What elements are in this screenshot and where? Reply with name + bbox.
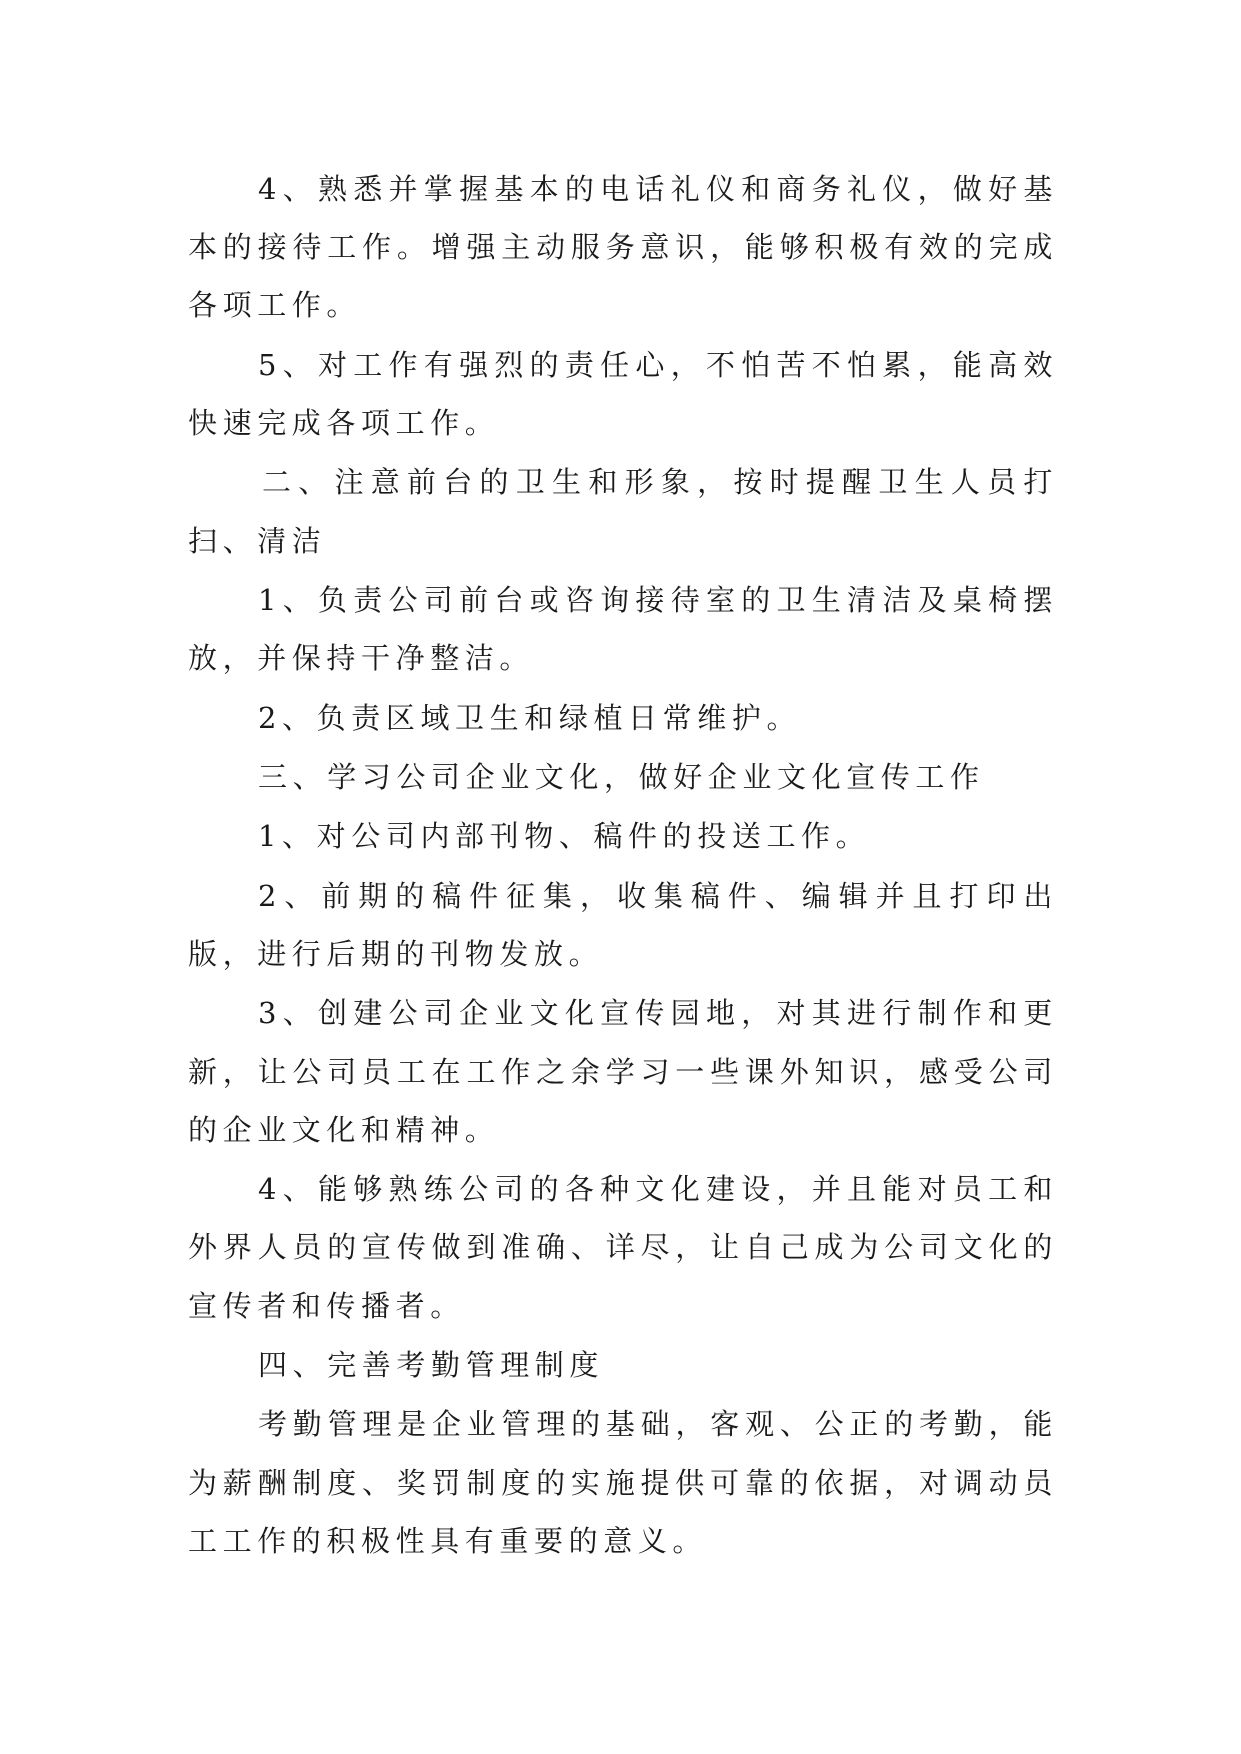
paragraph-item-4-culture-promotion: 4、能够熟练公司的各种文化建设，并且能对员工和外界人员的宣传做到准确、详尽，让自己成为公司文化的宣传者和传播者。 <box>188 1172 1058 1323</box>
document-body <box>188 160 1058 1571</box>
paragraph-item-4-etiquette: 4、熟悉并掌握基本的电话礼仪和商务礼仪，做好基本的接待工作。增强主动服务意识，能够积极有效的完成各项工作。 <box>188 172 1058 323</box>
paragraph-item-1-cleaning: 1、负责公司前台或咨询接待室的卫生清洁及桌椅摆放，并保持干净整洁。 <box>188 582 1058 676</box>
paragraph-item-2-plants: 2、负责区域卫生和绿植日常维护。 <box>258 700 802 735</box>
paragraph-item-2-manuscripts: 2、前期的稿件征集，收集稿件、编辑并且打印出版，进行后期的刊物发放。 <box>188 878 1058 971</box>
section-heading-culture: 三、学习公司企业文化，做好企业文化宣传工作 <box>258 759 985 794</box>
paragraph-item-5-responsibility: 5、对工作有强烈的责任心，不怕苦不怕累，能高效快速完成各项工作。 <box>188 347 1058 440</box>
paragraph-item-1-publications: 1、对公司内部刊物、稿件的投送工作。 <box>258 819 871 854</box>
paragraph-attendance-management: 考勤管理是企业管理的基础，客观、公正的考勤，能为薪酬制度、奖罚制度的实施提供可靠的依据，对调动员工工作的积极性具有重要的意义。 <box>188 1407 1058 1558</box>
paragraph-item-3-culture-board: 3、创建公司企业文化宣传园地，对其进行制作和更新，让公司员工在工作之余学习一些课外知识，感受公司的企业文化和精神。 <box>188 996 1058 1147</box>
section-heading-attendance: 四、完善考勤管理制度 <box>258 1347 605 1382</box>
section-heading-hygiene: 二、注意前台的卫生和形象，按时提醒卫生人员打扫、清洁 <box>188 465 1058 558</box>
